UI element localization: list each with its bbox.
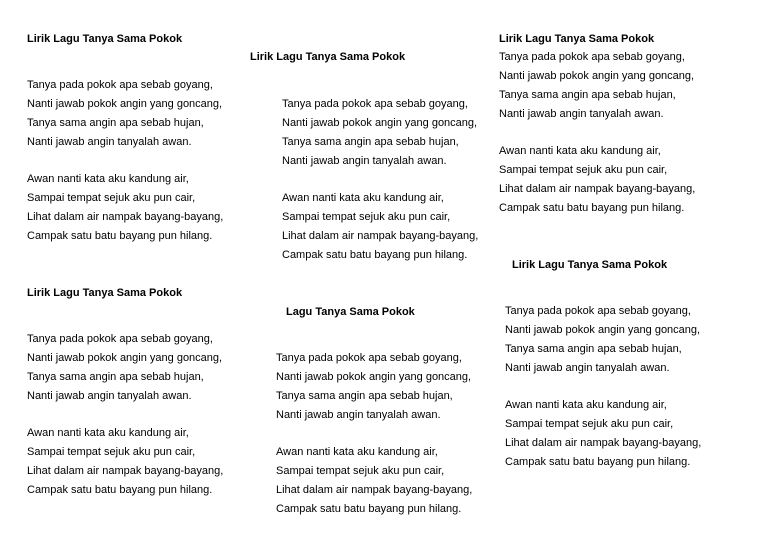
lyric-line: Tanya pada pokok apa sebab goyang, — [27, 333, 213, 345]
lyrics-stanza — [505, 302, 700, 378]
lyric-line: Nanti jawab pokok angin yang goncang, — [276, 371, 472, 383]
lyric-line: Tanya sama angin apa sebab hujan, — [276, 390, 453, 402]
lyrics-title: Lirik Lagu Tanya Sama Pokok — [27, 33, 183, 45]
lyric-line: Awan nanti kata aku kandung air, — [276, 446, 438, 458]
lyric-line: Tanya sama angin apa sebab hujan, — [27, 371, 204, 383]
lyrics-stanza — [499, 142, 695, 218]
lyric-line: Awan nanti kata aku kandung air, — [27, 173, 189, 185]
lyric-line: Tanya pada pokok apa sebab goyang, — [27, 79, 213, 91]
lyrics-stanza — [276, 443, 472, 519]
lyric-line: Awan nanti kata aku kandung air, — [499, 145, 661, 157]
lyric-line: Tanya sama angin apa sebab hujan, — [499, 89, 676, 101]
lyrics-title: Lirik Lagu Tanya Sama Pokok — [499, 33, 655, 45]
lyric-line: Awan nanti kata aku kandung air, — [505, 399, 667, 411]
lyric-line: Campak satu batu bayang pun hilang. — [505, 456, 691, 468]
lyrics-title: Lagu Tanya Sama Pokok — [286, 306, 415, 318]
lyric-line: Nanti jawab pokok angin yang goncang, — [282, 117, 478, 129]
lyrics-title: Lirik Lagu Tanya Sama Pokok — [27, 287, 183, 299]
lyric-line: Lihat dalam air nampak bayang-bayang, — [276, 484, 473, 496]
lyric-line: Nanti jawab pokok angin yang goncang, — [27, 352, 223, 364]
lyric-line: Nanti jawab pokok angin yang goncang, — [27, 98, 223, 110]
lyrics-stanza — [27, 424, 223, 500]
lyrics-stanza — [27, 76, 222, 152]
lyric-line: Tanya pada pokok apa sebab goyang, — [282, 98, 468, 110]
lyric-line: Tanya sama angin apa sebab hujan, — [27, 117, 204, 129]
lyric-line: Awan nanti kata aku kandung air, — [282, 192, 444, 204]
lyric-line: Lihat dalam air nampak bayang-bayang, — [27, 465, 224, 477]
lyrics-stanza — [27, 170, 223, 246]
lyrics-stanza — [499, 48, 694, 124]
lyrics-stanza — [282, 189, 478, 265]
lyric-line: Sampai tempat sejuk aku pun cair, — [505, 418, 674, 430]
lyric-line: Sampai tempat sejuk aku pun cair, — [282, 211, 451, 223]
lyrics-stanza — [276, 349, 471, 425]
lyrics-title: Lirik Lagu Tanya Sama Pokok — [250, 51, 406, 63]
lyric-line: Nanti jawab angin tanyalah awan. — [27, 390, 192, 402]
lyric-line: Sampai tempat sejuk aku pun cair, — [499, 164, 668, 176]
lyric-line: Nanti jawab angin tanyalah awan. — [499, 108, 664, 120]
lyric-line: Sampai tempat sejuk aku pun cair, — [27, 192, 196, 204]
lyric-line: Sampai tempat sejuk aku pun cair, — [27, 446, 196, 458]
lyric-line: Awan nanti kata aku kandung air, — [27, 427, 189, 439]
lyric-line: Sampai tempat sejuk aku pun cair, — [276, 465, 445, 477]
lyric-line: Tanya pada pokok apa sebab goyang, — [505, 305, 691, 317]
lyric-line: Lihat dalam air nampak bayang-bayang, — [27, 211, 224, 223]
lyric-line: Nanti jawab pokok angin yang goncang, — [499, 70, 695, 82]
lyric-line: Nanti jawab angin tanyalah awan. — [282, 155, 447, 167]
lyric-line: Tanya pada pokok apa sebab goyang, — [276, 352, 462, 364]
lyric-line: Lihat dalam air nampak bayang-bayang, — [505, 437, 702, 449]
lyric-line: Campak satu batu bayang pun hilang. — [276, 503, 462, 515]
lyric-line: Nanti jawab angin tanyalah awan. — [276, 409, 441, 421]
lyric-line: Lihat dalam air nampak bayang-bayang, — [282, 230, 479, 242]
lyric-line: Nanti jawab angin tanyalah awan. — [505, 362, 670, 374]
lyrics-stanza — [282, 95, 477, 171]
lyrics-title: Lirik Lagu Tanya Sama Pokok — [512, 259, 668, 271]
lyric-line: Campak satu batu bayang pun hilang. — [282, 249, 468, 261]
lyric-line: Campak satu batu bayang pun hilang. — [27, 484, 213, 496]
lyric-line: Tanya sama angin apa sebab hujan, — [505, 343, 682, 355]
lyrics-stanza — [505, 396, 701, 472]
lyric-line: Campak satu batu bayang pun hilang. — [499, 202, 685, 214]
lyric-line: Tanya sama angin apa sebab hujan, — [282, 136, 459, 148]
lyric-line: Nanti jawab angin tanyalah awan. — [27, 136, 192, 148]
lyric-line: Campak satu batu bayang pun hilang. — [27, 230, 213, 242]
lyric-line: Lihat dalam air nampak bayang-bayang, — [499, 183, 696, 195]
lyrics-stanza — [27, 330, 222, 406]
lyric-line: Tanya pada pokok apa sebab goyang, — [499, 51, 685, 63]
lyric-line: Nanti jawab pokok angin yang goncang, — [505, 324, 701, 336]
